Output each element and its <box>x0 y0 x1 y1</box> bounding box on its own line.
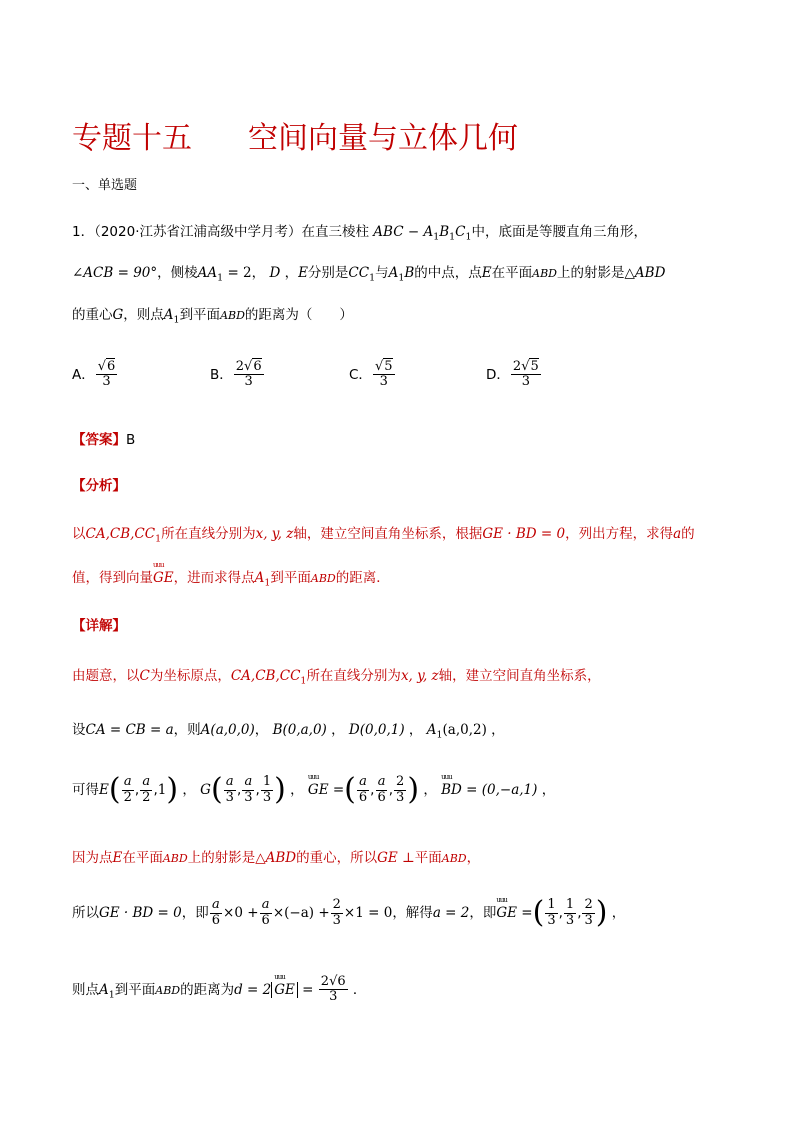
detail-line-2: 设CA = CB = a，则A(a,0,0)， B(0,a,0) ， D(0,0,1) ， $A_1(a,0,2)$ ， <box>72 722 505 741</box>
detail-tag: 【详解】 <box>72 618 126 634</box>
question-source: （2020·江苏省江浦高级中学月考） <box>94 224 302 240</box>
analysis-line-2: 值，得到向量uuu GE，进而求得点$A_1$到平面ABD的距离． <box>72 566 390 588</box>
detail-line-4: 因为点E在平面ABD上的射影是△ABD的重心，所以GE ⊥平面ABD， <box>72 850 481 866</box>
detail-line-1: 由题意，以C为坐标原点，$CA,CB,CC_1$所在直线分别为x, y, z轴，建立空间直角坐标系， <box>72 668 601 687</box>
answer-value: B <box>126 432 136 448</box>
option-a[interactable]: A． $\frac{√6}{3}$ <box>72 359 116 390</box>
angle-condition: ∠ACB = 90° <box>72 265 158 281</box>
page-title-part2: 空间向量与立体几何 <box>248 121 518 156</box>
section-heading: 一、单选题 <box>72 178 138 193</box>
answer-line <box>72 428 135 448</box>
point-d: D <box>269 265 281 281</box>
question-text: 中，底面是等腰直角三角形， <box>471 224 648 240</box>
edge-aa1: $AA_1 = 2$ <box>197 265 252 284</box>
question-line-1 <box>72 220 647 242</box>
option-b[interactable]: B． $\frac{2√6}{3}$ <box>210 359 262 390</box>
answer-tag: 【答案】 <box>72 432 126 448</box>
question-line-3: 的重心G，则点$A_1$到平面ABD的距离为（ ） <box>72 307 353 326</box>
analysis-line-1: 以$CA,CB,CC_1$所在直线分别为x, y, z轴，建立空间直角坐标系，根据GE · BD = 0，列出方程，求得a的 <box>72 526 695 545</box>
prism-name: ABC − $A_1B_1C_1$ <box>373 224 472 243</box>
option-c[interactable]: C． $\frac{√5}{3}$ <box>349 359 393 390</box>
centroid-g: G <box>112 307 124 323</box>
point-e: E <box>298 265 308 281</box>
option-d[interactable]: D． $\frac{2√5}{3}$ <box>486 359 539 390</box>
page-title-part1: 专题十五 <box>72 121 192 156</box>
question-line-2: ∠ACB = 90°，侧棱$AA_1 = 2$， D ，E分别是$CC_1$与$A_1B$的中点，点E在平面ABD上的射影是△ABD <box>72 265 666 284</box>
analysis-tag: 【分析】 <box>72 478 126 494</box>
question-text: 在直三棱柱 <box>301 224 369 240</box>
question-number: 1． <box>72 224 95 240</box>
detail-line-6: 则点$A_1$到平面ABD的距离为d = 2uuu GE = $\frac{2√6}{3}$ ． <box>72 975 366 1005</box>
dot-product-condition: GE · BD = 0 <box>482 526 566 542</box>
detail-line-3: 可得E( $\frac{a}{2}$ , $\frac{a}{2}$ ,1) ， G( $\frac{a}{3}$ , $\frac{a}{3}$ , $\frac{1}{3}$ ) ， uuu GE =( $\frac{a}{6}$ , $\frac{a}{6}$ , $\frac{2}{3}$ ) ， uuu BD = (0,−a,1) ， <box>72 775 555 805</box>
detail-line-5: 所以GE · BD = 0，即 $\frac{a}{6}$ ×0 + $\frac{a}{6}$ ×(−a) + $\frac{2}{3}$ ×1 = 0，解得a = 2，即uuu GE =( $\frac{1}{3}$ , $\frac{1}{3}$ , $\frac{2}{3}$ ) ， <box>72 898 625 928</box>
triangle-abd: △ABD <box>624 265 666 281</box>
